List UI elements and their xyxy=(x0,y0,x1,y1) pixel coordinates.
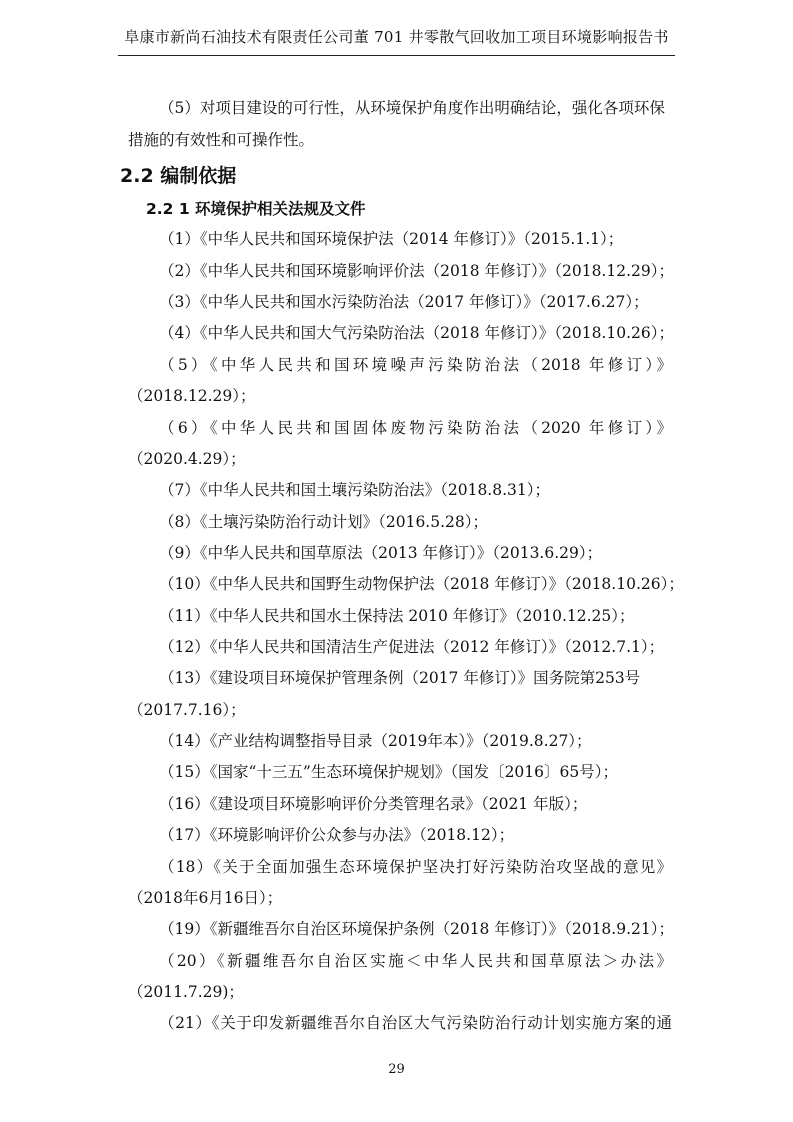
list-item: （17）《环境影响评价公众参与办法》（2018.12）； xyxy=(159,826,515,844)
list-item: （8）《土壤污染防治行动计划》（2016.5.28）； xyxy=(159,513,488,531)
list-item-continuation: （2020.4.29）； xyxy=(128,450,246,468)
list-item: （15）《国家“十三五”生态环境保护规划》（国发〔2016〕65号）； xyxy=(159,763,618,781)
list-item: （3）《中华人民共和国水污染防治法（2017 年修订）》（2017.6.27）； xyxy=(159,293,649,311)
list-item: （7）《中华人民共和国土壤污染防治法》（2018.8.31）； xyxy=(159,481,550,499)
header-title: 阜康市新尚石油技术有限责任公司董 701 井零散气回收加工项目环境影响报告书 xyxy=(124,28,669,46)
list-item: （12）《中华人民共和国清洁生产促进法（2012 年修订）》（2012.7.1）； xyxy=(159,638,665,656)
intro-line-2: 措施的有效性和可操作性。 xyxy=(128,131,315,149)
list-item: （4）《中华人民共和国大气污染防治法（2018 年修订）》（2018.10.26）； xyxy=(159,324,674,342)
page-number: 29 xyxy=(388,1062,405,1077)
list-item-continuation: （2011.7.29)； xyxy=(128,983,244,1001)
list-item: （19）《新疆维吾尔自治区环境保护条例（2018 年修订）》（2018.9.21）； xyxy=(159,920,674,938)
list-item: （5）《中华人民共和国环境噪声污染防治法（2018 年修订）》 xyxy=(159,356,672,374)
list-item: （10）《中华人民共和国野生动物保护法（2018 年修订）》（2018.10.26）； xyxy=(159,575,684,593)
header-divider xyxy=(118,55,675,56)
list-item: （14）《产业结构调整指导目录（2019年本）》（2019.8.27）； xyxy=(159,732,592,750)
list-item-continuation: （2017.7.16）； xyxy=(128,701,246,719)
list-item: （6）《中华人民共和国固体废物污染防治法（2020 年修订）》 xyxy=(159,419,672,437)
list-item: （16）《建设项目环境影响评价分类管理名录》（2021 年版）； xyxy=(159,795,588,813)
list-item: （13）《建设项目环境保护管理条例（2017 年修订）》国务院第253号 xyxy=(159,669,641,687)
list-item: （2）《中华人民共和国环境影响评价法（2018 年修订）》（2018.12.29）； xyxy=(159,262,674,280)
list-item: （1）《中华人民共和国环境保护法（2014 年修订）》（2015.1.1）； xyxy=(159,230,624,248)
list-item: （11）《中华人民共和国水土保持法 2010 年修订》（2010.12.25）； xyxy=(159,607,635,625)
intro-line-1: （5）对项目建设的可行性，从环境保护角度作出明确结论，强化各项环保 xyxy=(159,99,665,117)
list-item: （18）《关于全面加强生态环境保护坚决打好污染防治攻坚战的意见》 xyxy=(159,858,672,876)
list-item: （21）《关于印发新疆维吾尔自治区大气污染防治行动计划实施方案的通 xyxy=(159,1014,672,1032)
list-item: （20）《新疆维吾尔自治区实施＜中华人民共和国草原法＞办法》 xyxy=(159,952,672,970)
section-title: 2.2 编制依据 xyxy=(120,165,237,187)
subsection-title: 2.2 1 环境保护相关法规及文件 xyxy=(146,200,366,218)
list-item-continuation: （2018.12.29）； xyxy=(128,387,256,405)
list-item: （9）《中华人民共和国草原法（2013 年修订）》（2013.6.29）； xyxy=(159,544,603,562)
list-item-continuation: （2018年6月16日）； xyxy=(128,889,283,907)
